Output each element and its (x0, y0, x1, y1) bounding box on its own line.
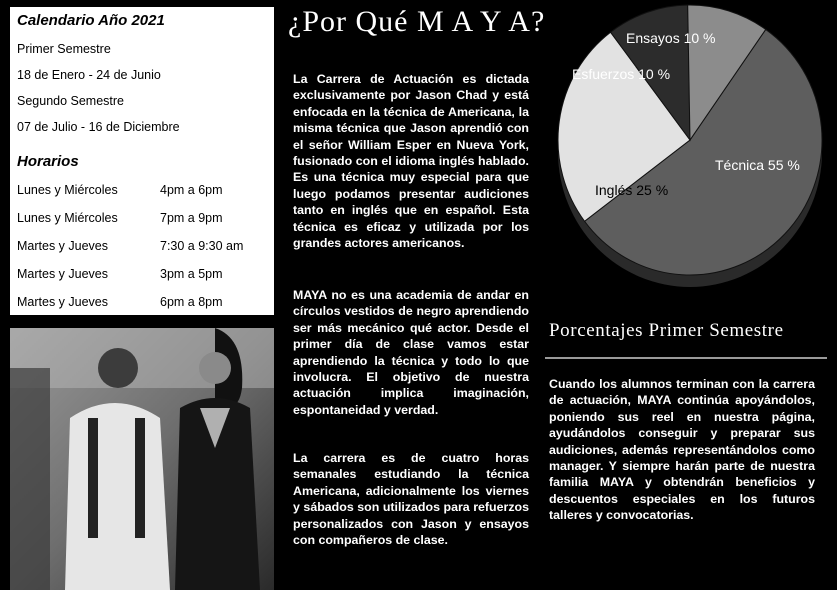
calendar-title: Calendario Año 2021 (17, 12, 165, 29)
schedule-days: Lunes y Miércoles (17, 211, 118, 225)
schedule-time: 6pm a 8pm (160, 295, 223, 309)
main-title: ¿Por Qué M A Y A? (288, 5, 546, 38)
paragraph-3: La carrera es de cuatro horas semanales estudiando la técnica Americana, adicionalmente los viernes y sábados son utilizados para refuerzos personalizados con Jason y ensayos con compañeros de clase. (293, 451, 529, 548)
actors-photo-image (10, 328, 274, 590)
pie-label: Inglés 25 % (595, 182, 669, 198)
schedule-time: 3pm a 5pm (160, 267, 223, 281)
calendar-panel (10, 7, 274, 315)
schedule-time: 7:30 a 9:30 am (160, 239, 244, 253)
paragraph-1: La Carrera de Actuación es dictada exclusivamente por Jason Chad y está enfocada en la técnica de Americana, la misma técnica que Jason aprendió con el señor William Esper en Nueva York, fusionado con el idioma inglés hablado. Es una técnica muy especial para que luego podamos presentar audiciones tanto en inglés que en español. Esta técnica es eficaz y utilizada por los grandes actores americanos. (293, 72, 529, 251)
pie-label: Esfuerzos 10 % (572, 66, 671, 82)
first-semester-dates: 18 de Enero - 24 de Junio (17, 68, 161, 82)
pie-label: Ensayos 10 % (626, 30, 716, 46)
aside-paragraph: Cuando los alumnos terminan con la carrera de actuación, MAYA continúa apoyándolos, poniendo sus reel en nuestra página, ayudándolos conseguir y preparar sus audiciones, además representándolos como manager. Y siempre harán parte de nuestra familia MAYA y obtendrán beneficios y descuentos especiales en los futuros talleres y convocatorias. (549, 377, 815, 523)
schedule-time: 4pm a 6pm (160, 183, 223, 197)
schedule-time: 7pm a 9pm (160, 211, 223, 225)
second-semester-dates: 07 de Julio - 16 de Diciembre (17, 120, 180, 134)
schedule-days: Lunes y Miércoles (17, 183, 118, 197)
divider (545, 357, 827, 359)
pie-chart (540, 0, 837, 310)
chart-title: Porcentajes Primer Semestre (549, 320, 784, 341)
schedule-title: Horarios (17, 153, 79, 170)
second-semester-label: Segundo Semestre (17, 94, 125, 108)
paragraph-2: MAYA no es una academia de andar en círculos vestidos de negro aprendiendo ser más mecánico qué actor. Desde el primer día de clase vamos estar aprendiendo la técnica y todo lo que involucra. El objetivo de nuestra actuación implica imaginación, espontaneidad y verdad. (293, 288, 529, 417)
first-semester-label: Primer Semestre (17, 42, 111, 56)
schedule-days: Martes y Jueves (17, 295, 109, 309)
actors-photo (10, 328, 274, 590)
pie-label: Técnica 55 % (715, 157, 800, 173)
schedule-days: Martes y Jueves (17, 239, 109, 253)
schedule-days: Martes y Jueves (17, 267, 109, 281)
